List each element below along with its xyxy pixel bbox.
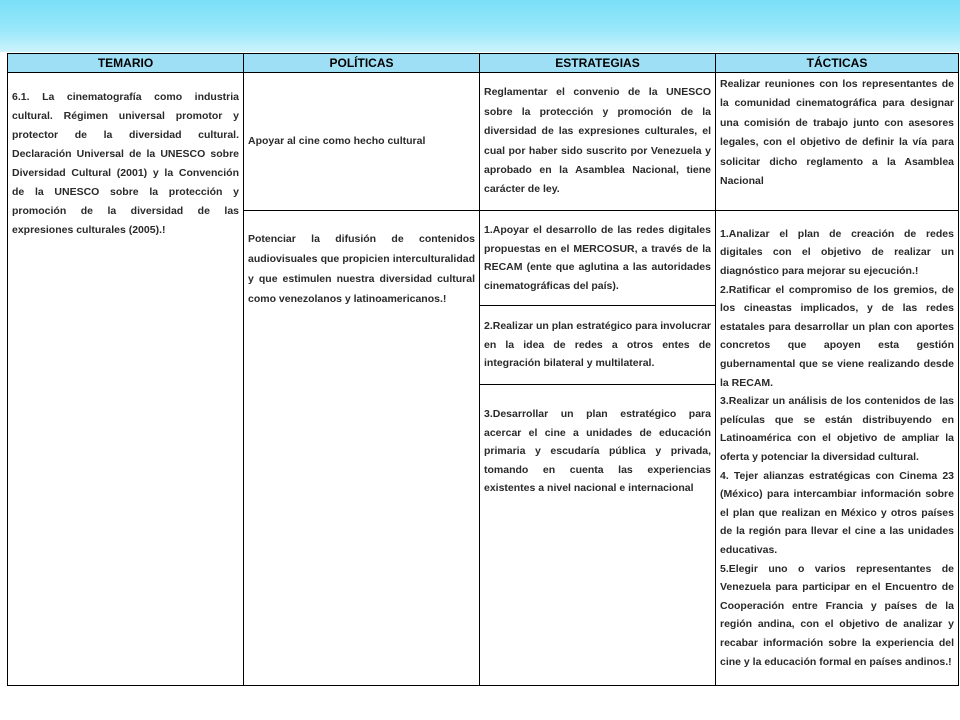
estrategia-cell: 1.Apoyar el desarrollo de las redes digitales propuestas en el MERCOSUR, a través de la RECAM (ente que aglutina a las autoridades cinematográficas del país). [480, 211, 716, 306]
header-politicas: POLÍTICAS [244, 54, 480, 73]
list-item: 5.Elegir uno o varios representantes de Venezuela para participar en el Encuentro de Cooperación entre Francia y países de la región andina, con el objetivo de analizar y recabar información sobre la experiencia del cine y la educación formal en países andinos.! [720, 562, 954, 668]
strategy-table [7, 53, 959, 686]
header-temario: TEMARIO [8, 54, 244, 73]
header-tacticas: TÁCTICAS [716, 54, 959, 73]
estrategia-cell: 3.Desarrollar un plan estratégico para acercar el cine a unidades de educación primaria y escudaría pública y privada, tomando en cuenta las experiencias existentes a nivel nacional e internacional [480, 385, 716, 686]
politica-cell: Apoyar al cine como hecho cultural [244, 73, 480, 211]
list-item: 2.Ratificar el compromiso de los gremios, de los cineastas implicados, y de las redes estatales para desarrollar un plan con aportes concretos que apoyen esta gestión gubernamental que se viene realizando desde la RECAM. [720, 283, 954, 389]
temario-cell: 6.1. La cinematografía como industria cultural. Régimen universal promotor y protector de la diversidad cultural. Declaración Universal de la UNESCO sobre Diversidad Cultural (2001) y la Convención de la UNESCO sobre la protección y promoción de la diversidad de las expresiones culturales (2005).! [8, 73, 244, 686]
header-estrategias: ESTRATEGIAS [480, 54, 716, 73]
estrategia-cell: Reglamentar el convenio de la UNESCO sobre la protección y promoción de la diversidad de las expresiones culturales, el cual por haber sido suscrito por Venezuela y aprobado en la Asamblea Nacional, tiene carácter de ley. [480, 73, 716, 211]
list-item: 1.Analizar el plan de creación de redes digitales con el objetivo de realizar un diagnóstico para mejorar su ejecución.! [720, 227, 954, 278]
header-band [0, 0, 960, 52]
list-item: 3.Realizar un análisis de los contenidos de las películas que se están distribuyendo en Latinoamérica con el objetivo de ampliar la oferta y potenciar la diversidad cultural. [720, 395, 954, 463]
header-row [8, 54, 959, 73]
tacticas-cell [716, 211, 959, 686]
estrategia-cell: 2.Realizar un plan estratégico para involucrar en la idea de redes a otros entes de integración bilateral y multilateral. [480, 306, 716, 385]
tactica-cell: Realizar reuniones con los representantes de la comunidad cinematográfica para designar una comisión de trabajo junto con asesores legales, con el objetivo de definir la vía para solicitar dicho reglamento a la Asamblea Nacional [716, 73, 959, 211]
list-item: 4. Tejer alianzas estratégicas con Cinema 23 (México) para intercambiar información sobre el plan que realizan en México y otros países de la región para llevar el cine a las unidades educativas. [720, 469, 954, 556]
politica-cell: Potenciar la difusión de contenidos audiovisuales que propicien interculturalidad y que estimulen nuestra diversidad cultural como venezolanos y latinoamericanos.! [244, 211, 480, 686]
table-row [8, 73, 959, 211]
